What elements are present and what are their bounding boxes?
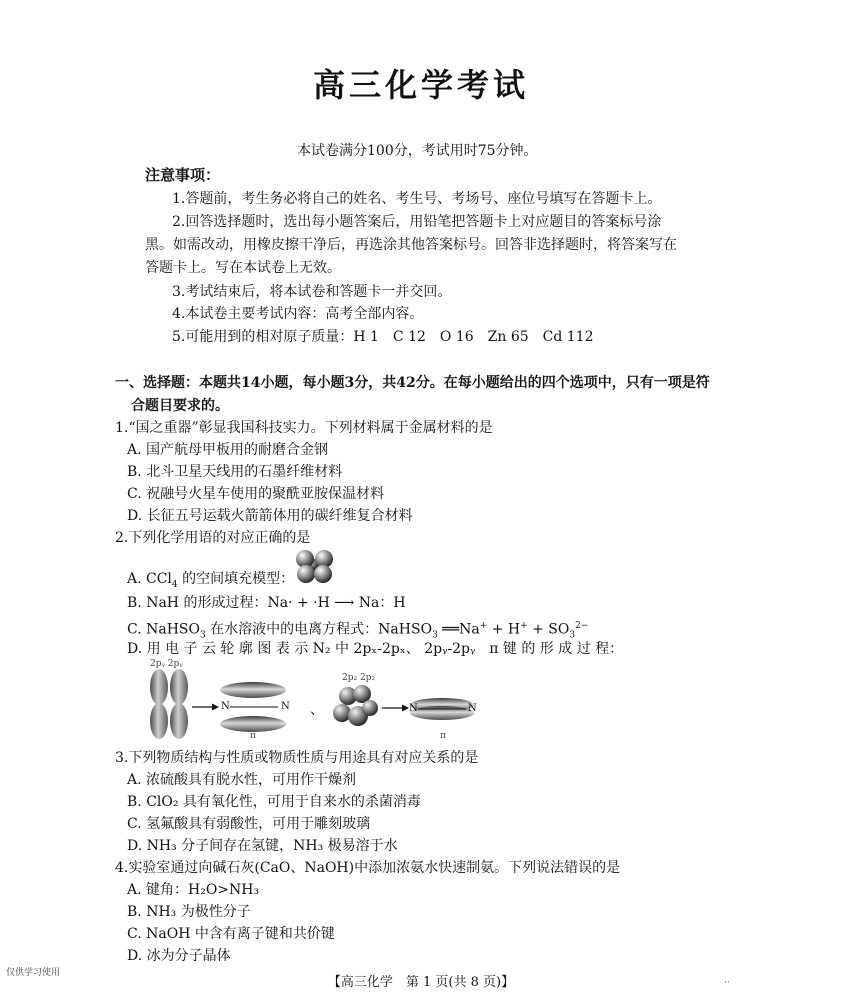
label-2py-pair: 2pᵧ 2pᵧ [150, 659, 183, 669]
q3-option-c: C. 氢氟酸具有弱酸性，可用于雕刻玻璃 [127, 816, 371, 832]
note-2-line-1: 2.回答选择题时，选出每小题答案后，用铅笔把答题卡上对应题目的答案标号涂 [172, 214, 662, 230]
section-heading-line-1: 一、选择题：本题共14小题，每小题3分，共42分。在每小题给出的四个选项中，只有一项是符 [115, 375, 710, 391]
q4-option-d: D. 冰为分子晶体 [127, 948, 231, 964]
q4-option-a: A. 键角：H₂O>NH₃ [127, 882, 260, 898]
section-heading-line-2: 合题目要求的。 [131, 398, 229, 414]
footer-page-info: 【高三化学 第 1 页(共 8 页)】 [327, 975, 515, 990]
q3-option-a: A. 浓硫酸具有脱水性，可用作干燥剂 [127, 772, 357, 788]
note-3: 3.考试结束后，将本试卷和答题卡一并交回。 [172, 284, 452, 300]
diagram-separator: 、 [310, 702, 324, 718]
note-2-line-2: 黑。如需改动，用橡皮擦干净后，再选涂其他答案标号。回答非选择题时，将答案写在 [145, 237, 677, 253]
q1-option-a: A. 国产航母甲板用的耐磨合金钢 [127, 442, 329, 458]
notes-heading: 注意事项： [145, 166, 221, 184]
q2-option-b: B. NaH 的形成过程：Na· + ·H ⟶ Na：H [127, 595, 406, 611]
ccl4-space-filling-model [293, 547, 335, 585]
q1-stem: 1.“国之重器”彰显我国科技实力。下列材料属于金属材料的是 [115, 420, 493, 436]
q4-stem: 4.实验室通过向碱石灰(CaO、NaOH)中添加浓氨水快速制氨。下列说法错误的是 [115, 860, 621, 876]
q3-option-b: B. ClO₂ 具有氧化性，可用于自来水的杀菌消毒 [127, 794, 421, 810]
note-5: 5.可能用到的相对原子质量：H 1 C 12 O 16 Zn 65 Cd 112 [172, 329, 594, 345]
q1-option-d: D. 长征五号运载火箭箭体用的碳纤维复合材料 [127, 508, 413, 524]
footer-left-note: 仅供学习使用 [6, 968, 61, 978]
q2-option-c: C. NaHSO$_3$ 在水溶液中的电离方程式：NaHSO$_3$ ══Na+ + $H^+ + SO_3^{2-}$ [127, 621, 589, 641]
label-pi-2: π [440, 731, 446, 741]
note-4: 4.本试卷主要考试内容：高考全部内容。 [172, 306, 424, 322]
q3-stem: 3.下列物质结构与性质或物质性质与用途具有对应关系的是 [115, 750, 479, 766]
q1-option-c: C. 祝融号火星车使用的聚酰亚胺保温材料 [127, 486, 385, 502]
q2-option-d: D. 用 电 子 云 轮 廓 图 表 示 N₂ 中 2pₓ-2pₓ、 2pᵧ-2pᵧ π 键 的 形 成 过 程： [127, 641, 624, 657]
q3-option-d: D. NH₃ 分子间存在氢键，NH₃ 极易溶于水 [127, 838, 398, 854]
q4-option-b: B. NH₃ 为极性分子 [127, 904, 251, 920]
page-title: 高三化学考试 [312, 66, 529, 104]
label-n-4: N [468, 703, 477, 714]
label-2pz-pair: 2p₂ 2p₂ [342, 673, 376, 683]
note-2-line-3: 答题卡上。写在本试卷上无效。 [145, 260, 341, 276]
q2-option-a: A. CCl$_4$ 的空间填充模型： [127, 571, 295, 590]
note-1: 1.答题前，考生务必将自己的姓名、考生号、考场号、座位号填写在答题卡上。 [172, 191, 662, 207]
q4-option-c: C. NaOH 中含有离子键和共价键 [127, 926, 335, 942]
label-n-1: N [221, 701, 230, 712]
label-n-3: N [409, 703, 418, 714]
label-pi-1: π [250, 731, 256, 741]
footer-right-mark: ·· [724, 978, 730, 988]
q1-option-b: B. 北斗卫星天线用的石墨纤维材料 [127, 464, 343, 480]
q2-stem: 2.下列化学用语的对应正确的是 [115, 530, 311, 546]
label-n-2: N [281, 701, 290, 712]
exam-intro: 本试卷满分100分，考试用时75分钟。 [297, 143, 538, 159]
